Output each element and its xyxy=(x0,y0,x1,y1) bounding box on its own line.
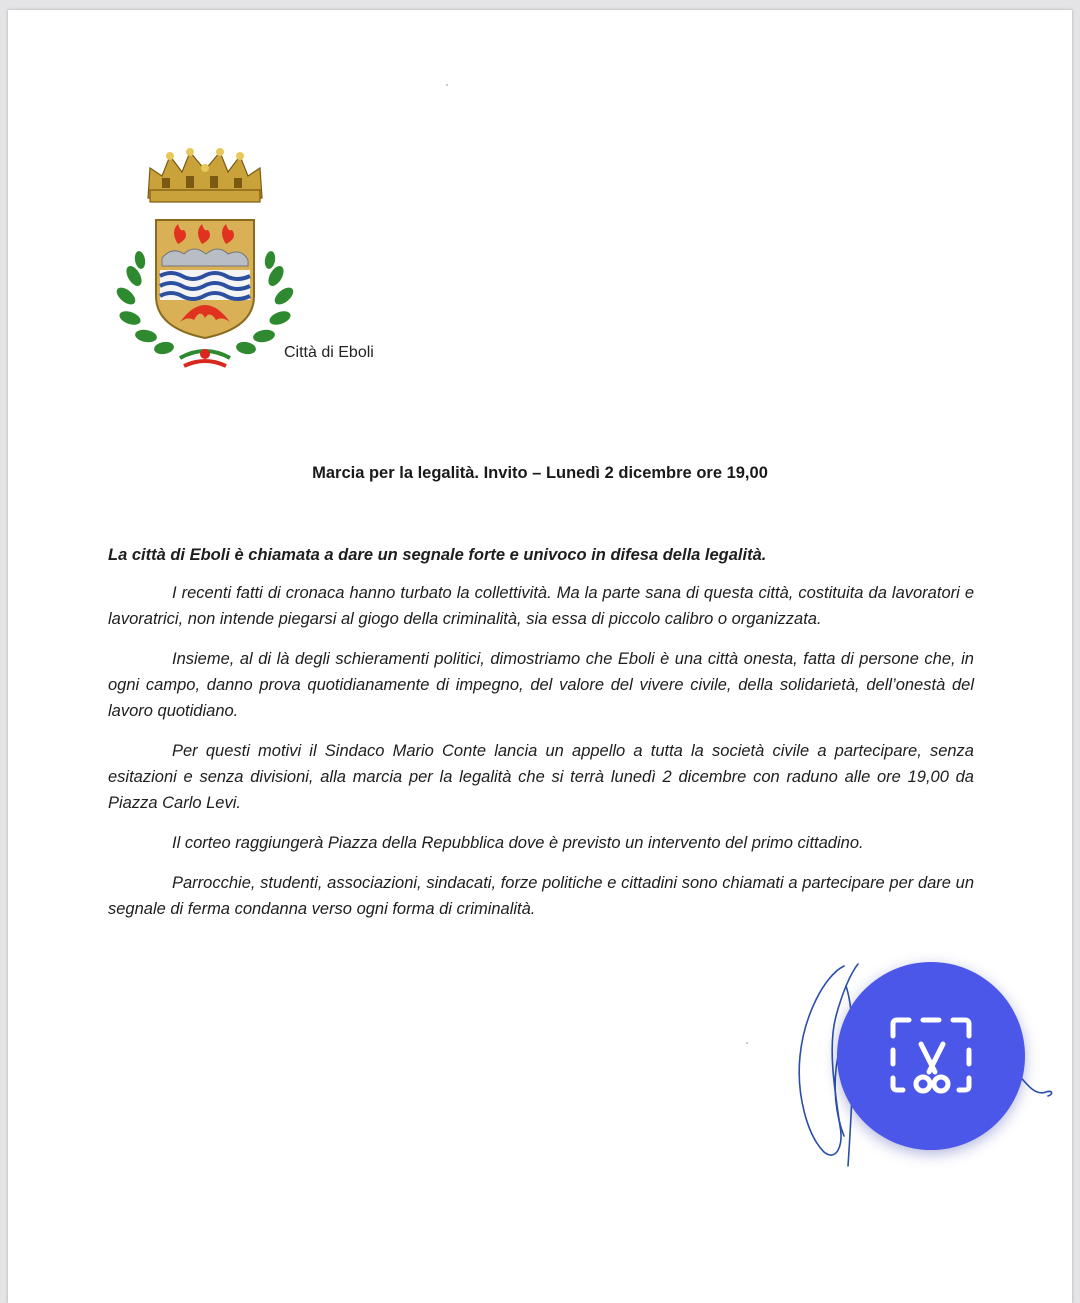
body-paragraph: Per questi motivi il Sindaco Mario Conte lancia un appello a tutta la società civile a partecipare, senza esitazioni e senza divisioni, alla marcia per la legalità che si terrà lunedì 2 dicembre con raduno alle ore 19,00 da Piazza Carlo Levi. xyxy=(108,742,974,812)
city-name: Città di Eboli xyxy=(284,344,374,361)
scan-speck xyxy=(446,84,448,86)
body-paragraph: I recenti fatti di cronaca hanno turbato la collettività. Ma la parte sana di questa città, costituita da lavoratori e lavoratrici, non intende piegarsi al giogo della criminalità, sia essa di piccolo calibro o organizzata. xyxy=(108,584,974,628)
body-paragraph: Parrocchie, studenti, associazioni, sindacati, forze politiche e cittadini sono chiamati a partecipare per dare un segnale di ferma condanna verso ogni forma di criminalità. xyxy=(108,874,974,918)
document-body xyxy=(108,542,974,936)
body-paragraph: Insieme, al di là degli schieramenti politici, dimostriamo che Eboli è una città onesta, fatta di persone che, in ogni campo, danno prova quotidianamente di impegno, del valore del vivere civile, della solidarietà, dell’onestà del lavoro quotidiano. xyxy=(108,650,974,720)
lead-paragraph: La città di Eboli è chiamata a dare un segnale forte e univoco in difesa della legalità. xyxy=(108,546,767,564)
document-page xyxy=(8,10,1072,1303)
city-crest-icon xyxy=(110,146,300,374)
scan-speck xyxy=(746,1042,748,1044)
body-paragraph: Il corteo raggiungerà Piazza della Repubblica dove è previsto un intervento del primo cittadino. xyxy=(172,834,864,852)
document-title: Marcia per la legalità. Invito – Lunedì 2 dicembre ore 19,00 xyxy=(312,464,768,482)
screenshot-crop-button[interactable] xyxy=(837,962,1025,1150)
screenshot-crop-scissors-icon xyxy=(887,1014,975,1098)
